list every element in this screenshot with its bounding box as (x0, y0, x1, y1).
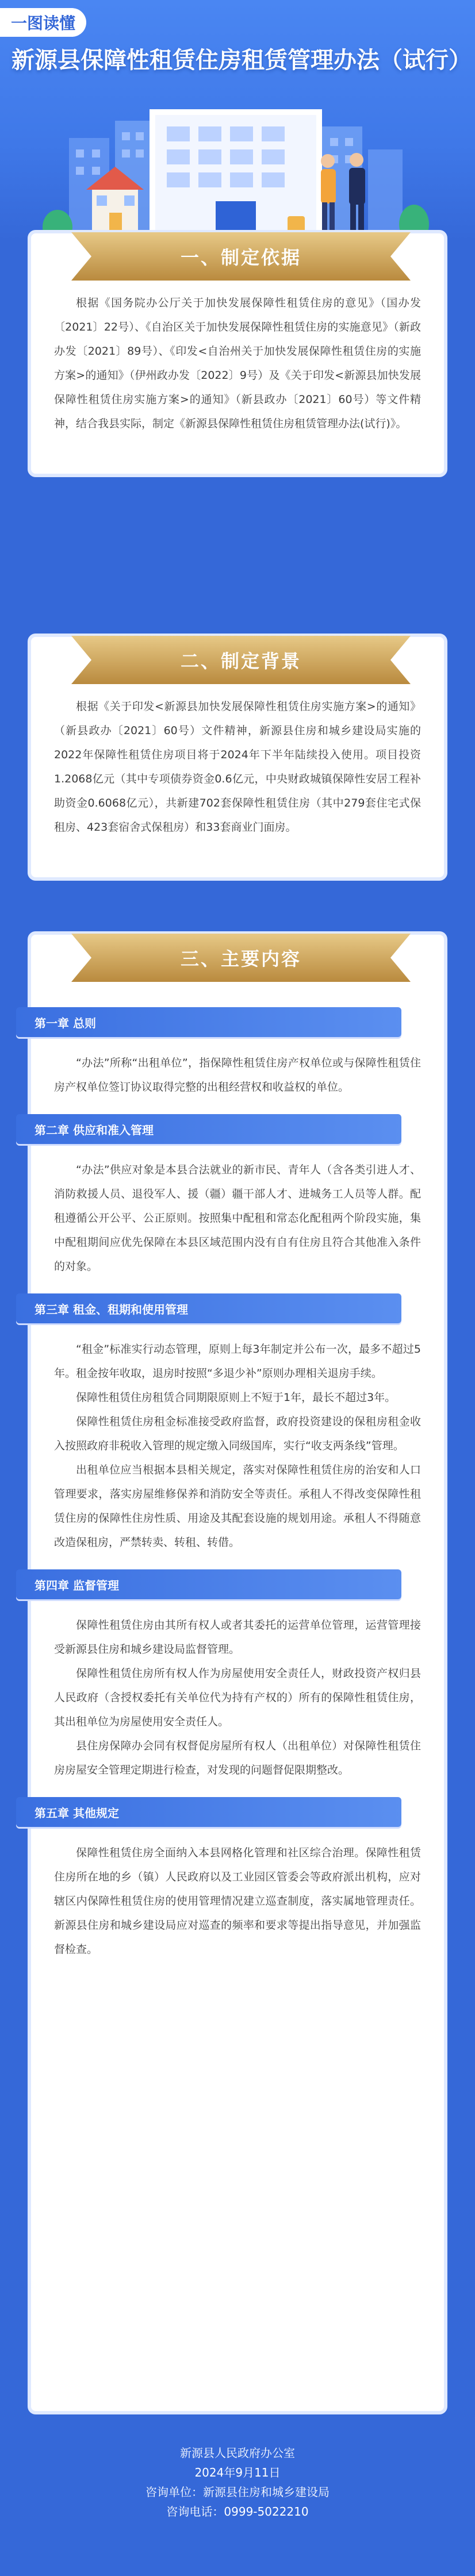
chapter-4-bar: 第四章 监督管理 (16, 1569, 401, 1599)
page-title: 新源县保障性租赁住房租赁管理办法（试行） (12, 47, 472, 74)
chapter-4-paragraph: 保障性租赁住房所有权人作为房屋使用安全责任人，财政投资产权归县人民政府（含授权委托有关单位代为持有产权的）所有的保障性租赁住房，其出租单位为房屋使用安全责任人。 (54, 1667, 421, 1728)
consult-unit: 咨询单位：新源县住房和城乡建设局 (145, 2485, 330, 2499)
chapter-3-paragraph: “租金”标准实行动态管理，原则上每3年制定并公布一次，最多不超过5年。租金按年收取，退房时按照“多退少补”原则办理相关退房手续。 (54, 1343, 421, 1380)
section-header (71, 232, 411, 281)
chapter-2-paragraph: “办法”供应对象是本县合法就业的新市民、青年人（含各类引进人才、消防救援人员、退役军人、援（疆）疆干部人才、进城务工人员等人群。配租遵循公开公平、公正原则。按照集中配租和常态化配租两个阶段实施，集中配租期间应优先保障在本县区域范围内没有自有住房且符合其他准入条件的对象。 (54, 1164, 421, 1273)
section-header (71, 636, 411, 684)
section-content (28, 931, 447, 2414)
infographic-tag: 一图读懂 (0, 8, 86, 37)
chapter-1-bar: 第一章 总则 (16, 1007, 401, 1037)
chapter-3-paragraph: 保障性租赁住房租金标准接受政府监督，政府投资建设的保租房租金收入按照政府非税收入管理的规定缴入同级国库，实行“收支两条线”管理。 (54, 1415, 421, 1452)
chapter-3-bar: 第三章 租金、租期和使用管理 (16, 1293, 401, 1323)
chapter-2-bar: 第二章 供应和准入管理 (16, 1114, 401, 1144)
chapter-5-paragraph: 保障性租赁住房全面纳入本县网格化管理和社区综合治理。保障性租赁住房所在地的乡（镇）人民政府以及工业园区管委会等政府派出机构，应对辖区内保障性租赁住房的使用管理情况建立巡查制度，落实属地管理责任。新源县住房和城乡建设局应对巡查的频率和要求等提出指导意见，并加强监督检查。 (54, 1846, 421, 1956)
chapter-3-paragraph: 保障性租赁住房租赁合同期限原则上不短于1年，最长不超过3年。 (76, 1391, 396, 1404)
header-banner (0, 0, 475, 241)
section-title: 二、制定背景 (180, 650, 301, 672)
chapter-4-paragraph: 保障性租赁住房由其所有权人或者其委托的运营单位管理，运营管理接受新源县住房和城乡建设局监督管理。 (54, 1619, 421, 1656)
section-title: 一、制定依据 (180, 247, 301, 268)
chapter-5-bar: 第五章 其他规定 (16, 1797, 401, 1827)
basis-paragraph: 根据《国务院办公厅关于加快发展保障性租赁住房的意见》（国办发〔2021〕22号）、《自治区关于加快发展保障性租赁住房的实施意见》（新政办发〔2021〕89号）、《印发<自治州关于加快发展保障性租赁住房的实施方案>的通知》（伊州政办发〔2022〕9号）及《关于印发<新源县加快发展保障性租赁住房实施方案>的通知》（新县政办〔2021〕60号）等文件精神，结合我县实际，制定《新源县保障性租赁住房租赁管理办法(试行)》。 (54, 297, 421, 430)
chapter-1-paragraph: “办法”所称“出租单位”，指保障性租赁住房产权单位或与保障性租赁住房产权单位签订协议取得完整的出租经营权和收益权的单位。 (54, 1057, 421, 1093)
consult-phone: 咨询电话：0999-5022210 (166, 2505, 309, 2519)
section-basis (28, 230, 447, 477)
section-header (71, 934, 411, 982)
chapter-3-paragraph: 出租单位应当根据本县相关规定，落实对保障性租赁住房的治安和人口管理要求，落实房屋维修保养和消防安全等责任。承租人不得改变保障性租赁住房的保障性住房性质、用途及其配套设施的规划用途。承租人不得随意改造保租房，严禁转卖、转租、转借。 (54, 1464, 421, 1549)
issuer: 新源县人民政府办公室 (180, 2446, 295, 2460)
city-illustration (0, 103, 475, 241)
section-background (28, 634, 447, 881)
chapter-4-paragraph: 县住房保障办会同有权督促房屋所有权人（出租单位）对保障性租赁住房房屋安全管理定期进行检查，对发现的问题督促限期整改。 (54, 1740, 421, 1776)
issue-date: 2024年9月11日 (194, 2466, 281, 2479)
section-title: 三、主要内容 (180, 948, 301, 970)
footer (0, 2443, 475, 2521)
background-paragraph: 根据《关于印发<新源县加快发展保障性租赁住房实施方案>的通知》（新县政办〔2021〕60号）文件精神，新源县住房和城乡建设局实施的 2022年保障性租赁住房项目将于2024年下半年陆续投入使用。项目投资1.2068亿元（其中专项债券资金0.6亿元，中央财政城镇保障性安居工程补助资金0.6068亿元），共新建702套保障性租赁住房（其中279套住宅式保租房、423套宿舍式保租房）和33套商业门面房。 (54, 700, 421, 834)
